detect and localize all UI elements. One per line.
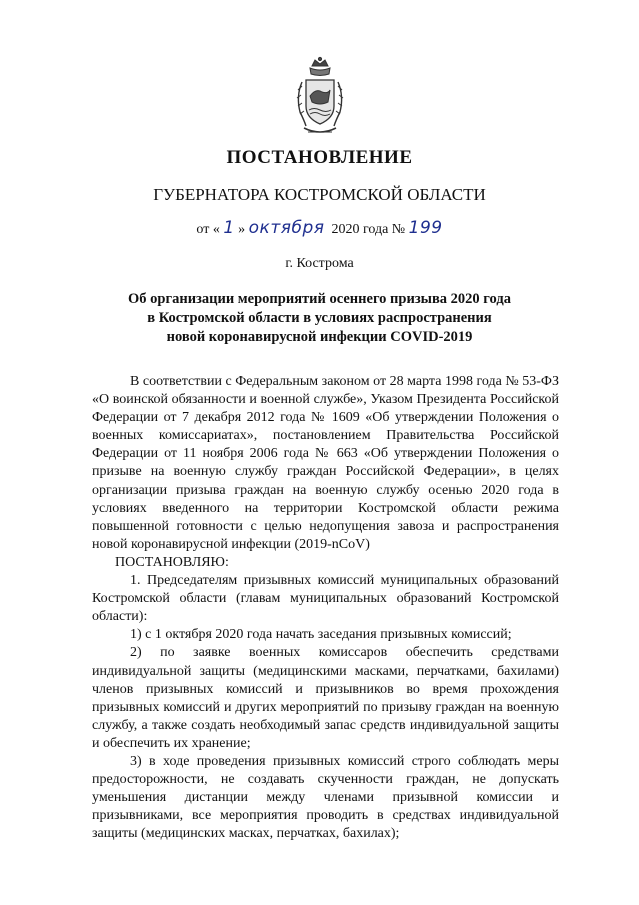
date-month-handwritten: октября — [248, 218, 325, 238]
document-title: ПОСТАНОВЛЕНИЕ — [226, 147, 413, 168]
clause-1-1-paragraph: 1) с 1 октября 2020 года начать заседания призывных комиссий; — [130, 627, 512, 643]
document-issuer: ГУБЕРНАТОРА КОСТРОМСКОЙ ОБЛАСТИ — [153, 185, 486, 204]
document-number-handwritten: 199 — [408, 218, 443, 238]
clause-1-2-paragraph: 2) по заявке военных комиссаров обеспечить средствами индивидуальной защиты (медицинскими масками, перчатками, бахилами) членов призывных комиссий и призывников во время прохождения призывных комиссий и других мероприятий по призыву граждан на военную службу, а также создать необходимый запас средств индивидуальной защиты и обеспечить их хранение; — [92, 645, 559, 751]
date-year-text: 2020 года № — [331, 222, 406, 237]
document-city: г. Кострома — [285, 256, 354, 271]
date-mid: » — [238, 222, 246, 237]
coat-of-arms-icon — [292, 56, 348, 138]
heading-line: в Костромской области в условиях распространения — [147, 310, 492, 326]
kostroma-coat-of-arms-emblem — [292, 56, 348, 138]
clause-1-paragraph: 1. Председателям призывных комиссий муниципальных образований Костромской области (главам муниципальных образований Костромской области): — [92, 573, 559, 625]
preamble-paragraph: В соответствии с Федеральным законом от 28 марта 1998 года № 53-ФЗ «О воинской обязанности и военной службе», Указом Президента Российской Федерации от 7 декабря 2012 года № 1609 «Об утверждении Положения о военных комиссариатах», постановлением Правительства Российской Федерации от 11 ноября 2006 года № 663 «Об утверждении Положения о призыве на военную службу граждан Российской Федерации», в целях организации призыва граждан на военную службу осенью 2020 года в условиях введенного на территории Костромской области режима повышенной готовности с целью недопущения завоза и распространения новой коронавирусной инфекции (2019-nCoV) — [92, 374, 559, 552]
heading-line: новой коронавирусной инфекции COVID-2019 — [166, 329, 473, 345]
date-day-handwritten: 1 — [223, 218, 235, 238]
date-number-line — [0, 218, 639, 238]
clause-1-3-paragraph: 3) в ходе проведения призывных комиссий строго соблюдать меры предосторожности, не создавать скученности граждан, не допускать уменьшения дистанции между членами призывной комиссии и призывниками, все мероприятия проводить в средствах индивидуальной защиты (медицинских масках, перчатках, бахилах); — [92, 753, 559, 842]
date-prefix: от « — [196, 222, 220, 237]
document-heading — [60, 290, 579, 347]
heading-line: Об организации мероприятий осеннего призыва 2020 года — [128, 291, 511, 307]
document-body — [92, 373, 559, 843]
resolution-keyword: ПОСТАНОВЛЯЮ: — [115, 554, 229, 570]
